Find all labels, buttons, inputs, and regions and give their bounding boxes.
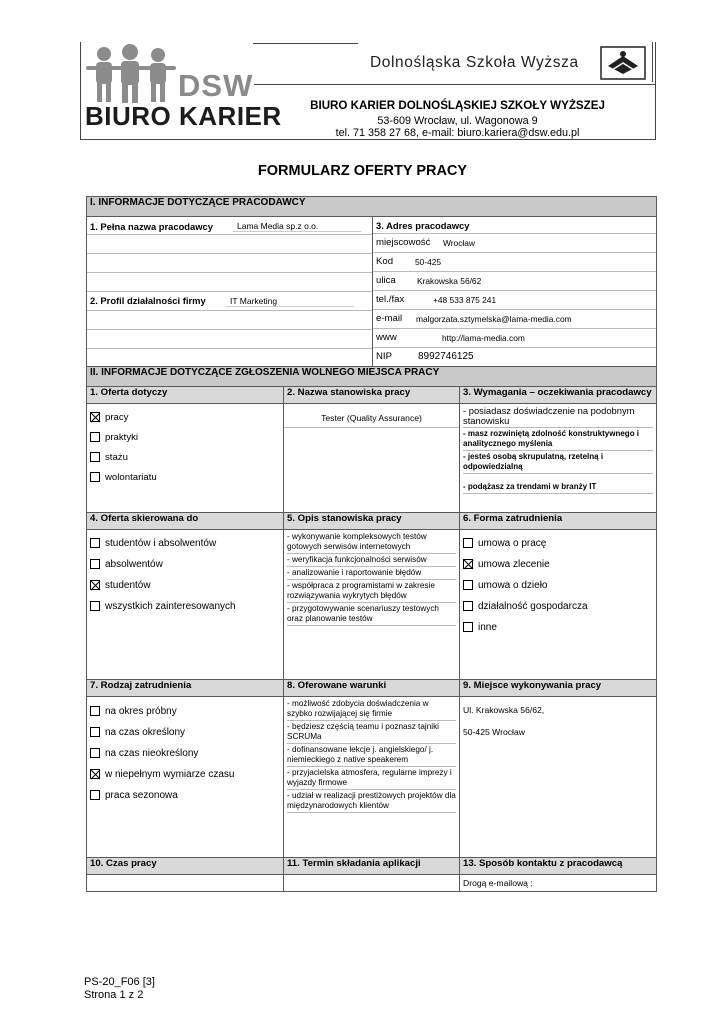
workplace-cell [460,697,657,858]
employment-form-options [460,530,657,680]
workplace-line-2: 50-425 Wrocław [463,727,525,737]
checkbox-label: praca sezonowa [105,790,178,801]
checkbox-label: studentów [105,580,151,591]
checkbox-label: umowa o dzieło [478,580,548,591]
checkbox-icon[interactable] [90,432,100,442]
school-emblem-icon [600,46,646,80]
checkbox-option[interactable] [90,596,280,617]
address-row [373,348,656,366]
address-label: 3. Adres pracodawcy [373,217,656,234]
address-row-label: e-mail [376,313,403,324]
page-number: Strona 1 z 2 [84,989,144,1001]
checkbox-icon[interactable] [90,452,100,462]
col-header-offer: 1. Oferta dotyczy [87,387,284,404]
profile-label: 2. Profil działalności firmy [90,295,206,306]
checkbox-label: pracy [105,412,129,423]
checkbox-icon[interactable] [90,472,100,482]
col-header-target: 4. Oferta skierowana do [87,513,284,530]
office-address: 53-609 Wrocław, ul. Wagonowa 9 [377,115,538,127]
checkbox-icon[interactable] [463,538,473,548]
col-header-position: 2. Nazwa stanowiska pracy [284,387,460,404]
checkbox-label: studentów i absolwentów [105,538,217,549]
blank-line [87,235,372,254]
col-header-workplace: 9. Miejsce wykonywania pracy [460,680,657,697]
col-header-employment-form: 6. Forma zatrudnienia [460,513,657,530]
checkbox-icon[interactable] [90,748,100,758]
checkbox-option[interactable] [463,617,653,638]
checkbox-option[interactable] [90,468,280,488]
checkbox-option[interactable] [463,554,653,575]
address-row-label: Kod [376,256,394,267]
checkbox-label: wolontariatu [105,472,157,483]
checkbox-option[interactable] [90,408,280,428]
checkbox-option[interactable] [90,428,280,448]
requirement-item: - jesteś osobą skrupulatną, rzetelną i odpowiedzialną [463,451,653,474]
checked-box-icon[interactable] [90,412,100,422]
address-row [373,291,656,310]
office-contact: tel. 71 358 27 68, e-mail: biuro.kariera@dsw.edu.pl [335,127,580,139]
checkbox-option[interactable] [90,722,280,743]
company-name-field[interactable]: Lama Media sp.z o.o. [233,221,361,232]
doc-code: PS-20_F06 [3] [84,976,155,988]
list-item: - wykonywanie kompleksowych testów gotowych serwisów internetowych [287,531,456,554]
checkbox-label: stażu [105,452,128,463]
address-row-field[interactable]: +48 533 875 241 [433,295,497,305]
logo-dsw-text: DSW [178,68,254,103]
checkbox-option[interactable] [90,448,280,468]
checkbox-icon[interactable] [90,727,100,737]
checkbox-option[interactable] [90,743,280,764]
blank-line [87,330,372,349]
address-row-field[interactable]: Wrocław [443,238,475,248]
address-row-field[interactable]: 50-425 [415,257,442,267]
checkbox-icon[interactable] [90,538,100,548]
checkbox-label: na czas określony [105,727,186,738]
conditions-cell [284,697,460,858]
position-cell [284,404,460,513]
checkbox-label: praktyki [105,432,139,443]
office-title: BIURO KARIER DOLNOŚLĄSKIEJ SZKOŁY WYŻSZEJ [310,99,605,112]
list-item: - dofinansowane lekcje j. angielskiego/ j. niemieckiego z native speakerem [287,744,456,767]
address-row-label: ulica [376,275,396,286]
company-block [87,217,373,367]
profile-row [87,292,372,311]
requirement-item: - posiadasz doświadczenie na podobnym stanowisku [463,405,653,428]
requirements-cell [460,404,657,513]
checkbox-option[interactable] [463,575,653,596]
profile-field[interactable]: IT Marketing [226,296,354,307]
list-item: - udział w realizacji prestiżowych projektów dla międzynarodowych klientów [287,790,456,813]
checkbox-option[interactable] [90,764,280,785]
col-header-employment-type: 7. Rodzaj zatrudnienia [87,680,284,697]
checkbox-label: umowa zlecenie [478,559,550,570]
section-2-title: II. INFORMACJE DOTYCZĄCE ZGŁOSZENIA WOLNEGO MIEJSCA PRACY [87,367,657,387]
checked-box-icon[interactable] [90,769,100,779]
checkbox-icon[interactable] [90,706,100,716]
description-cell [284,530,460,680]
address-row [373,329,656,348]
checkbox-icon[interactable] [90,601,100,611]
header-top-line [253,43,358,44]
list-item: - analizowanie i raportowanie błędów [287,567,456,580]
checkbox-label: na czas nieokreślony [105,748,199,759]
address-row-label: NIP [376,351,392,362]
checkbox-label: działalność gospodarcza [478,601,588,612]
blank-line [87,273,372,292]
address-row [373,310,656,329]
col-header-description: 5. Opis stanowiska pracy [284,513,460,530]
logo-biuro-text: BIURO KARIER [85,101,282,131]
work-time-field[interactable] [87,875,284,892]
offer-options [87,404,284,513]
requirement-item: - masz rozwiniętą zdolność konstruktywnego i analitycznego myślenia [463,428,653,451]
requirement-item: - podążasz za trendami w branży IT [463,474,653,494]
section-1-title: I. INFORMACJE DOTYCZĄCE PRACODAWCY [87,197,657,217]
checkbox-option[interactable] [463,533,653,554]
checkbox-label: inne [478,622,497,633]
address-row [373,253,656,272]
deadline-field[interactable] [284,875,460,892]
checkbox-option[interactable] [90,785,280,806]
list-item: - przygotowywanie scenariuszy testowych oraz planowanie testów [287,603,456,626]
school-name: Dolnośląska Szkoła Wyższa [370,54,579,71]
page-footer [84,976,155,1002]
blank-line [87,254,372,273]
contact-method: Drogą e-mailową : [460,875,657,892]
address-row-label: tel./fax [376,294,405,305]
col-header-deadline: 11. Termin składania aplikacji [284,858,460,875]
address-row [373,234,656,253]
list-item: - będziesz częścią teamu i poznasz tajniki SCRUMa [287,721,456,744]
list-item: - współpraca z programistami w zakresie rozwiązywania wykrytych błędów [287,580,456,603]
checkbox-option[interactable] [90,575,280,596]
checkbox-label: umowa o pracę [478,538,547,549]
checkbox-option[interactable] [90,701,280,722]
col-header-contact: 13. Sposób kontaktu z pracodawcą [460,858,657,875]
header-rule [254,84,656,85]
address-row-label: miejscowość [376,237,431,248]
header-right-line [652,42,653,82]
form-title: FORMULARZ OFERTY PRACY [257,163,468,179]
checkbox-option[interactable] [463,596,653,617]
address-row-field[interactable]: http://lama-media.com [442,333,525,343]
col-header-requirements: 3. Wymagania – oczekiwania pracodawcy [460,387,657,404]
list-item: - przyjacielska atmosfera, regularne imprezy i wyjazdy firmowe [287,767,456,790]
checkbox-label: absolwentów [105,559,163,570]
workplace-line-1: Ul. Krakowska 56/62, [463,705,545,715]
checkbox-icon[interactable] [463,622,473,632]
company-name-label: 1. Pełna nazwa pracodawcy [90,221,213,232]
checkbox-label: wszystkich zainteresowanych [105,601,236,612]
checkbox-icon[interactable] [463,580,473,590]
company-name-row [87,217,372,235]
employment-type-options [87,697,284,858]
checked-box-icon[interactable] [90,580,100,590]
col-header-work-time: 10. Czas pracy [87,858,284,875]
target-options [87,530,284,680]
checkbox-icon[interactable] [90,790,100,800]
checkbox-label: na okres próbny [105,706,177,717]
checkbox-icon[interactable] [90,559,100,569]
blank-line [87,311,372,330]
address-block [373,217,657,367]
position-name-field[interactable]: Tester (Quality Assurance) [284,404,459,428]
checkbox-option[interactable] [90,533,280,554]
checkbox-option[interactable] [90,554,280,575]
offer-form-table [86,196,657,892]
checkbox-label: w niepełnym wymiarze czasu [105,769,235,780]
address-rows [373,234,656,366]
address-row-field[interactable]: 8992746125 [418,351,474,362]
address-row-field[interactable]: malgorzata.sztymelska@lama-media.com [416,314,572,324]
address-row-field[interactable]: Krakowska 56/62 [417,276,482,286]
list-item: - możliwość zdobycia doświadczenia w szybko rozwijającej się firmie [287,698,456,721]
address-row [373,272,656,291]
checked-box-icon[interactable] [463,559,473,569]
address-row-label: www [376,332,397,343]
col-header-conditions: 8. Oferowane warunki [284,680,460,697]
checkbox-icon[interactable] [463,601,473,611]
list-item: - weryfikacja funkcjonalności serwisów [287,554,456,567]
